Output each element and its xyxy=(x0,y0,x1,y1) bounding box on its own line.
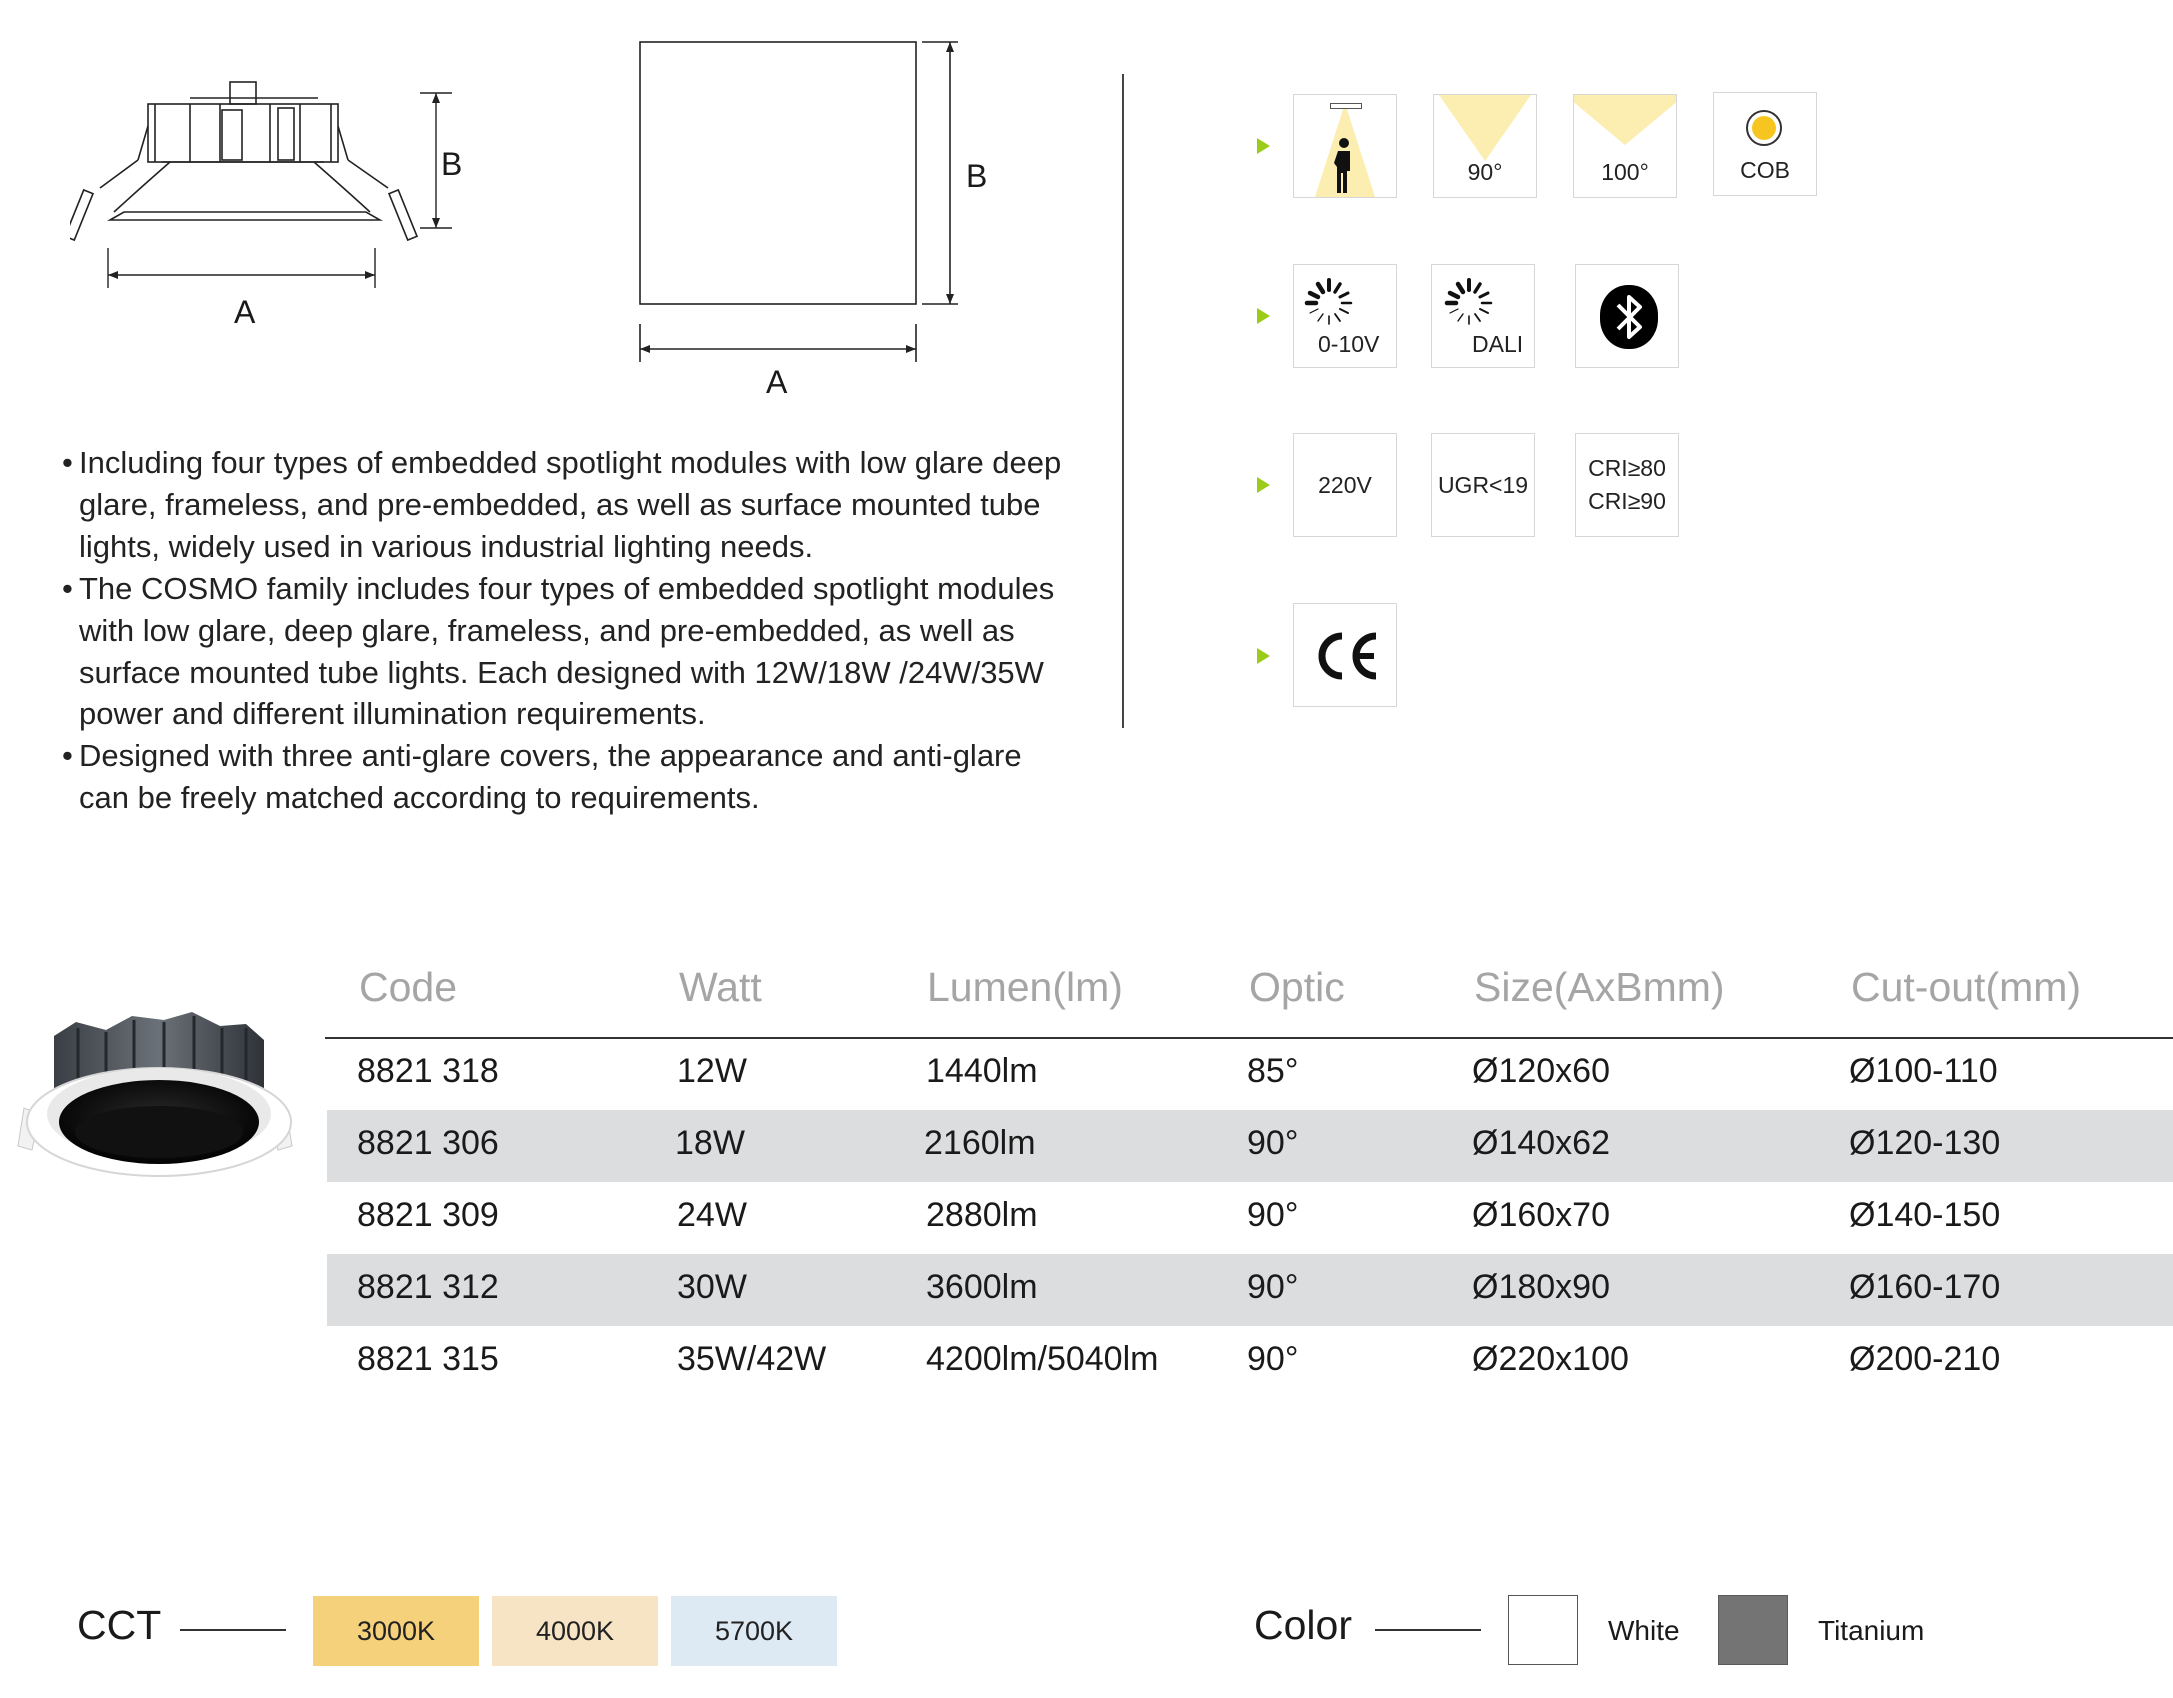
beam-angle-90-tile xyxy=(1433,94,1537,198)
bluetooth-tile xyxy=(1575,264,1679,368)
cob-label: COB xyxy=(1740,157,1790,183)
cell-watt: 12W xyxy=(677,1052,747,1090)
header-watt: Watt xyxy=(679,964,762,1010)
cell-code: 8821 315 xyxy=(357,1340,499,1378)
cell-optic: 90° xyxy=(1247,1124,1299,1162)
side-view-drawing xyxy=(70,60,470,300)
dimming-spinner-icon xyxy=(1444,277,1494,327)
dimming-dali-label: DALI xyxy=(1472,331,1524,357)
header-code: Code xyxy=(359,964,458,1010)
beam-angle-100-tile xyxy=(1573,94,1677,198)
cob-chip-icon xyxy=(1746,110,1782,146)
cell-size: Ø180x90 xyxy=(1472,1268,1610,1306)
table-row xyxy=(327,1254,2173,1326)
dimming-spinner-icon xyxy=(1304,277,1354,327)
cell-optic: 90° xyxy=(1247,1340,1299,1378)
row-marker-arrow-icon xyxy=(1257,648,1270,664)
description-bullet: • Including four types of embedded spotlight modules with low glare deep glare, frameless, and pre-embedded, as well as surface mounted tube lights, widely used in various industrial lighting needs. xyxy=(60,442,1070,568)
color-rule xyxy=(1375,1629,1481,1631)
cct-4000k-swatch: 4000K xyxy=(492,1596,658,1666)
vertical-divider xyxy=(1122,74,1124,728)
cell-code: 8821 309 xyxy=(357,1196,499,1234)
color-label: Color xyxy=(1254,1602,1352,1648)
product-description xyxy=(60,442,1070,819)
cell-lumen: 2880lm xyxy=(926,1196,1038,1234)
front-width-label: A xyxy=(766,364,788,400)
cell-optic: 85° xyxy=(1247,1052,1299,1090)
table-row xyxy=(327,1182,2173,1254)
white-finish-swatch xyxy=(1508,1595,1578,1665)
row-marker-arrow-icon xyxy=(1257,477,1270,493)
cct-3000k-swatch: 3000K xyxy=(313,1596,479,1666)
front-view-drawing xyxy=(630,36,970,366)
cob-chip-tile xyxy=(1713,92,1817,196)
cell-watt: 24W xyxy=(677,1196,747,1234)
titanium-finish-label: Titanium xyxy=(1818,1615,1925,1646)
header-optic: Optic xyxy=(1249,964,1345,1010)
side-height-label: B xyxy=(441,146,463,182)
cell-size: Ø120x60 xyxy=(1472,1052,1610,1090)
header-lumen: Lumen(lm) xyxy=(927,964,1123,1010)
cell-lumen: 3600lm xyxy=(926,1268,1038,1306)
ugr-label: UGR<19 xyxy=(1437,472,1529,498)
table-row xyxy=(327,1110,2173,1182)
row-marker-arrow-icon xyxy=(1257,138,1270,154)
cct-5700k-swatch: 5700K xyxy=(671,1596,837,1666)
cell-watt: 35W/42W xyxy=(677,1340,827,1378)
cell-cutout: Ø100-110 xyxy=(1849,1052,1998,1090)
header-cutout: Cut-out(mm) xyxy=(1851,964,2082,1010)
ce-mark-icon xyxy=(1312,630,1380,682)
cct-label: CCT xyxy=(77,1602,162,1648)
white-finish-label: White xyxy=(1608,1615,1680,1646)
cell-watt: 30W xyxy=(677,1268,747,1306)
low-glare-icon xyxy=(1293,94,1397,198)
ugr-tile xyxy=(1431,433,1535,537)
cell-optic: 90° xyxy=(1247,1196,1299,1234)
cri-80-label: CRI≥80 xyxy=(1588,455,1666,481)
cell-size: Ø140x62 xyxy=(1472,1124,1610,1162)
cell-size: Ø160x70 xyxy=(1472,1196,1610,1234)
voltage-label: 220V xyxy=(1318,472,1372,498)
beam-100-icon xyxy=(1573,95,1677,145)
person-icon xyxy=(1332,137,1356,193)
cri-90-label: CRI≥90 xyxy=(1588,488,1666,514)
dimming-dali-tile xyxy=(1431,264,1535,368)
bluetooth-icon xyxy=(1600,285,1658,349)
cell-lumen: 1440lm xyxy=(926,1052,1038,1090)
dimming-0-10v-label: 0-10V xyxy=(1318,331,1380,357)
cell-code: 8821 318 xyxy=(357,1052,499,1090)
side-width-label: A xyxy=(234,294,256,330)
cell-watt: 18W xyxy=(675,1124,745,1162)
cell-cutout: Ø160-170 xyxy=(1849,1268,2001,1306)
product-photo xyxy=(14,996,296,1182)
cct-rule xyxy=(180,1629,286,1631)
cri-tile xyxy=(1575,433,1679,537)
cell-cutout: Ø200-210 xyxy=(1849,1340,2001,1378)
cell-code: 8821 312 xyxy=(357,1268,499,1306)
description-bullet: • The COSMO family includes four types of embedded spotlight modules with low glare, deep glare, frameless, and pre-embedded, as well as surface mounted tube lights. Each designed with 12W/18W /24W/35W power and different illumination requirements. xyxy=(60,568,1070,736)
cell-cutout: Ø140-150 xyxy=(1849,1196,2001,1234)
beam-angle-90-label: 90° xyxy=(1467,159,1503,185)
cell-code: 8821 306 xyxy=(357,1124,499,1162)
dimming-0-10v-tile xyxy=(1293,264,1397,368)
voltage-tile xyxy=(1293,433,1397,537)
titanium-finish-swatch xyxy=(1718,1595,1788,1665)
front-height-label: B xyxy=(966,158,988,194)
cell-lumen: 2160lm xyxy=(924,1124,1036,1162)
ce-mark-tile xyxy=(1293,603,1397,707)
cell-lumen: 4200lm/5040lm xyxy=(926,1340,1159,1378)
beam-90-icon xyxy=(1439,95,1531,161)
description-bullet: • Designed with three anti-glare covers, the appearance and anti-glare can be freely matched according to requirements. xyxy=(60,735,1070,819)
cell-optic: 90° xyxy=(1247,1268,1299,1306)
beam-angle-100-label: 100° xyxy=(1601,159,1649,185)
table-row xyxy=(327,1038,2173,1110)
header-size: Size(AxBmm) xyxy=(1474,964,1725,1010)
cell-size: Ø220x100 xyxy=(1472,1340,1629,1378)
table-row xyxy=(327,1326,2173,1398)
cell-cutout: Ø120-130 xyxy=(1849,1124,2001,1162)
row-marker-arrow-icon xyxy=(1257,308,1270,324)
